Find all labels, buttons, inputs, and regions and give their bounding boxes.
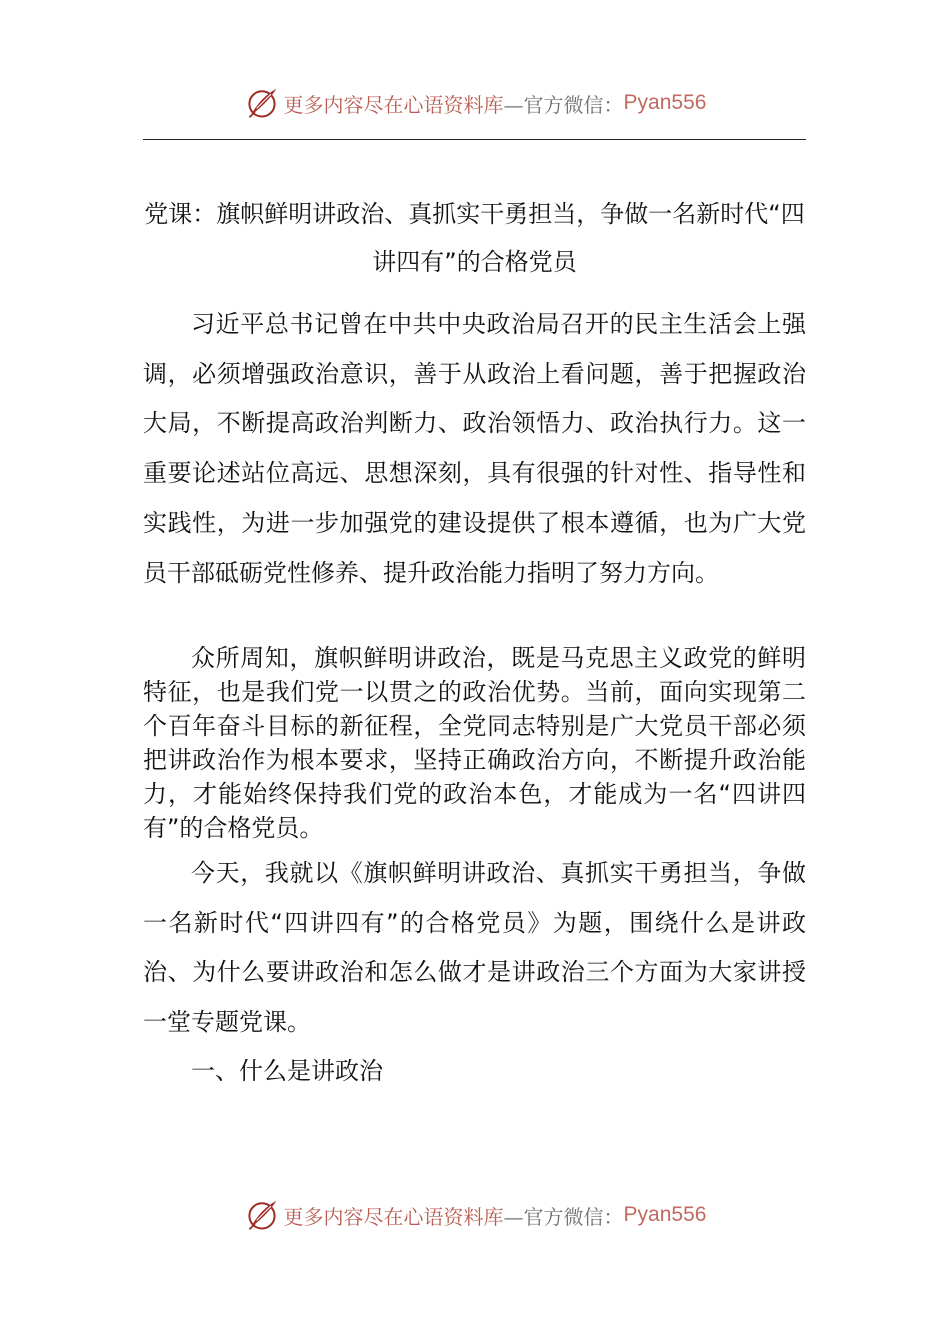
banner-wechat-id: Pyan556 — [623, 91, 707, 114]
quill-pen-logo-icon — [244, 1197, 280, 1233]
header-divider — [143, 139, 806, 140]
banner-wechat-label: —官方微信： — [503, 1204, 624, 1229]
body-paragraph-1: 习近平总书记曾在中共中央政治局召开的民主生活会上强调，必须增强政治意识，善于从政治上看问题，善于把握政治大局，不断提高政治判断力、政治领悟力、政治执行力。这一重要论述站位高远、思想深刻，具有很强的针对性、指导性和实践性，为进一步加强党的建设提供了根本遵循，也为广大党员干部砥砺党性修养、提升政治能力指明了努力方向。 — [143, 310, 806, 587]
document-title: 党课：旗帜鲜明讲政治、真抓实干勇担当，争做一名新时代“四讲四有”的合格党员 — [144, 200, 805, 276]
banner-wechat-id: Pyan556 — [623, 1203, 707, 1226]
body-paragraph-2: 众所周知，旗帜鲜明讲政治，既是马克思主义政党的鲜明特征，也是我们党一以贯之的政治优势。当前，面向实现第二个百年奋斗目标的新征程，全党同志特别是广大党员干部必须把讲政治作为根本要求，坚持正确政治方向，不断提升政治能力，才能始终保持我们党的政治本色，才能成为一名“四讲四有”的合格党员。 — [143, 644, 806, 842]
footer-banner — [0, 1195, 950, 1235]
body-paragraph-3: 今天，我就以《旗帜鲜明讲政治、真抓实干勇担当，争做一名新时代“四讲四有”的合格党员》为题，围绕什么是讲政治、为什么要讲政治和怎么做才是讲政治三个方面为大家讲授一堂专题党课。 — [143, 859, 806, 1037]
header-banner — [0, 83, 950, 123]
banner-slogan: 更多内容尽在心语资料库 — [283, 92, 504, 117]
banner-slogan: 更多内容尽在心语资料库 — [283, 1204, 504, 1229]
quill-pen-logo-icon — [244, 85, 280, 121]
section-heading: 一、什么是讲政治 — [191, 1057, 383, 1085]
banner-wechat-label: —官方微信： — [503, 92, 624, 117]
